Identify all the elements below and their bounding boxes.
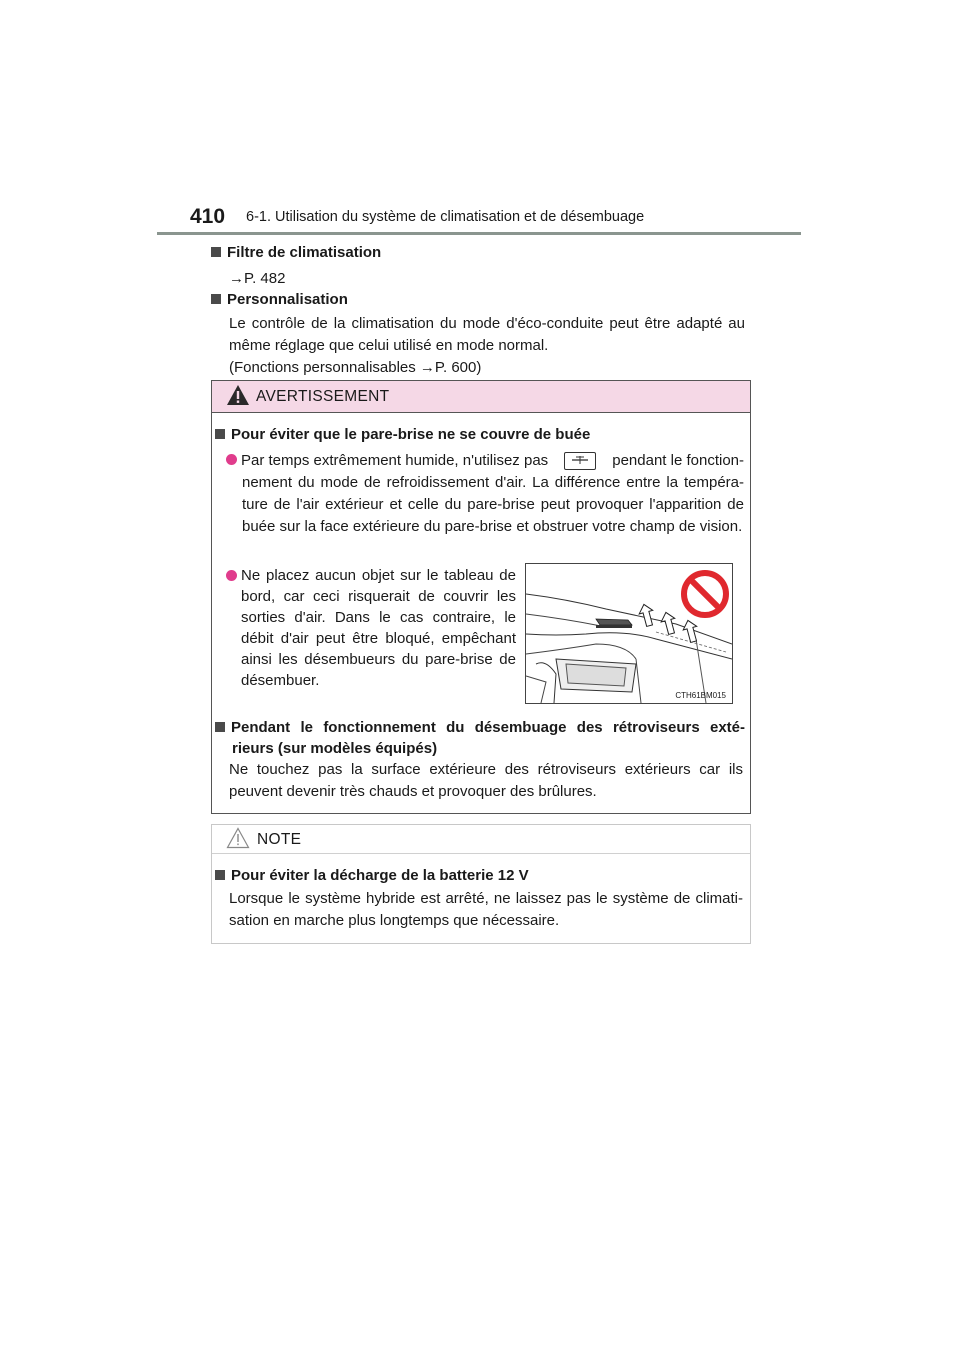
section-heading-custom: Personnalisation <box>211 291 348 308</box>
custom-text <box>229 313 745 379</box>
warning-header <box>212 381 750 413</box>
dashboard-illustration <box>525 563 733 704</box>
warning-bullet-humidity: Par temps extrêmement humide, n'utilisez pas pendant le fonction- nement du mode de refroidissement d'air. La différence entre la tempéra-ture de l'air extérieur et celle du pare-brise peut provoquer l'apparition de buée sur la face extérieure du pare-brise et obstruer votre champ de vision. <box>226 450 744 538</box>
note-heading: Pour éviter la décharge de la batterie 12 V <box>215 867 529 884</box>
square-bullet-icon <box>211 294 221 304</box>
bullet-dot-icon <box>226 570 237 581</box>
custom-line-2: même réglage que celui utilisé en mode normal. <box>229 337 549 354</box>
warning-mirrors-text: Ne touchez pas la surface extérieure des rétroviseurs extérieurs car ils peuvent devenir très chauds et provoquer des brûlures. <box>229 761 743 800</box>
note-box <box>211 824 751 944</box>
square-bullet-icon <box>211 247 221 257</box>
filter-page-ref: →P. 482 <box>229 270 286 287</box>
warning-bullet-dashboard: Ne placez aucun objet sur le tableau de bord, car ceci risquerait de couvrir les sorties d'air. Dans le cas contraire, le débit d'air peut être bloqué, empêchant ainsi les désembueurs du pare-brise de désembuer. <box>226 565 516 691</box>
page-number: 410 <box>190 205 226 228</box>
note-header <box>212 825 750 854</box>
warning-heading-mirrors: Pendant le fonctionnement du désembuage des rétroviseurs exté- rieurs (sur modèles équipés) <box>215 717 745 759</box>
bullet-dot-icon <box>226 454 237 465</box>
header-rule <box>157 232 801 235</box>
square-bullet-icon <box>215 870 225 880</box>
warning-bullet-humidity-rest: nement du mode de refroidissement d'air. La différence entre la tempéra-ture de l'air extérieur et celle du pare-brise peut provoquer l'apparition de buée sur la face extérieure du pare-brise et obstruer votre champ de vision. <box>242 474 744 535</box>
dashboard-drawing <box>526 564 732 703</box>
square-bullet-icon <box>215 722 225 732</box>
ac-button-icon <box>564 452 596 470</box>
custom-line-1: Le contrôle de la climatisation du mode d'éco-conduite peut être adapté au <box>229 315 745 332</box>
square-bullet-icon <box>215 429 225 439</box>
object-on-dashboard <box>596 619 632 625</box>
figure-code: CTH61BM015 <box>675 691 726 700</box>
chapter-title: 6-1. Utilisation du système de climatisation et de désembuage <box>246 209 645 225</box>
warning-triangle-icon <box>226 384 250 406</box>
caution-triangle-outline-icon <box>226 827 250 849</box>
note-title: NOTE <box>257 831 302 848</box>
note-text: Lorsque le système hybride est arrêté, ne laissez pas le système de climati-sation en marche plus longtemps que nécessaire. <box>229 890 743 929</box>
warning-title: AVERTISSEMENT <box>256 388 390 405</box>
custom-line-3: (Fonctions personnalisables →P. 600) <box>229 359 482 376</box>
warning-heading-fog: Pour éviter que le pare-brise ne se couvre de buée <box>215 426 590 443</box>
prohibition-sign-icon <box>684 573 726 615</box>
section-heading-filter: Filtre de climatisation <box>211 244 381 261</box>
